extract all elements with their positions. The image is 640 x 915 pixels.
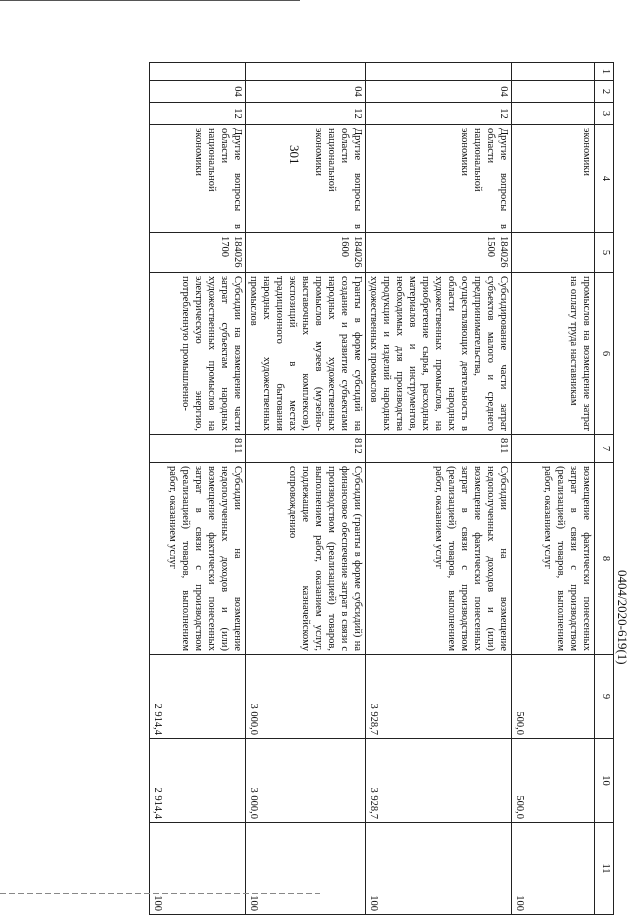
header-cell: 2	[595, 81, 614, 103]
table-row	[246, 63, 366, 915]
cell-percent: 100	[512, 823, 595, 915]
cell-col1	[366, 63, 512, 81]
cell-actual: 3 000,0	[246, 739, 366, 823]
table-row	[150, 63, 246, 915]
cell-section: Другие вопросы в области национальной экономики	[366, 125, 512, 233]
cell-percent: 100	[150, 823, 246, 915]
table-row	[366, 63, 512, 915]
cell-target-code: 184026 1500	[366, 233, 512, 273]
document-code: 0404/2020-619(1)	[615, 570, 630, 665]
cell-expense-name: Субсидии (гранты в форме субсидий) на финансовое обеспечение затрат в связи с производством (реализацией) товаров, выполнением работ, оказанием услуг, подлежащие казначейскому сопровождению	[246, 463, 366, 655]
cell-actual: 500,0	[512, 739, 595, 823]
cell-col2	[512, 81, 595, 103]
cell-expense-type: 811	[366, 435, 512, 463]
cell-expense-type: 812	[246, 435, 366, 463]
header-cell: 1	[595, 63, 614, 81]
cell-expense-type: 811	[150, 435, 246, 463]
header-cell: 5	[595, 233, 614, 273]
cell-section: экономики	[512, 125, 595, 233]
header-cell: 8	[595, 463, 614, 655]
cell-actual: 3 928,7	[366, 739, 512, 823]
cell-col2: 04	[366, 81, 512, 103]
cell-col3: 12	[246, 103, 366, 125]
cell-target-code	[512, 233, 595, 273]
page-number: 301	[287, 145, 302, 165]
cell-section: Другие вопросы в области национальной экономики	[150, 125, 246, 233]
cell-description: Гранты в форме субсидий на создание и развитие субъектами народных художественных промыслов музеев (музейно-выставочных комплексов), экспозиций в местах традиционного бытования народных художественных промыслов	[246, 273, 366, 435]
cell-plan: 3 000,0	[246, 655, 366, 739]
cell-target-code: 184026 1700	[150, 233, 246, 273]
cell-target-code: 184026 1600	[246, 233, 366, 273]
header-cell: 11	[595, 823, 614, 915]
cell-description: промыслов на возмещение затрат на оплату труда наставникам	[512, 273, 595, 435]
cell-col3: 12	[366, 103, 512, 125]
header-row	[595, 63, 614, 915]
header-cell: 3	[595, 103, 614, 125]
cell-percent: 100	[246, 823, 366, 915]
cell-col1	[512, 63, 595, 81]
cell-percent: 100	[366, 823, 512, 915]
rotated-page	[62, 62, 614, 911]
header-cell: 4	[595, 125, 614, 233]
header-cell: 7	[595, 435, 614, 463]
cell-col2: 04	[246, 81, 366, 103]
cell-plan: 500,0	[512, 655, 595, 739]
table-row	[512, 63, 595, 915]
cell-col3: 12	[150, 103, 246, 125]
cell-actual: 2 914,4	[150, 739, 246, 823]
cell-col2: 04	[150, 81, 246, 103]
cell-expense-name: Субсидии на возмещение недополученных доходов и (или) возмещение фактически понесенных затрат в связи с производством (реализацией) товаров, выполнением работ, оказанием услуг	[366, 463, 512, 655]
cell-expense-name: возмещение фактически понесенных затрат в связи с производством (реализацией) товаров, выполнением работ, оказанием услуг	[512, 463, 595, 655]
bottom-scan-edge	[0, 893, 320, 894]
table-container	[62, 62, 614, 911]
cell-plan: 3 928,7	[366, 655, 512, 739]
cell-col3	[512, 103, 595, 125]
cell-expense-name: Субсидии на возмещение недополученных доходов и (или) возмещение фактически понесенных затрат в связи с производством (реализацией) товаров, выполнением работ, оказанием услуг	[150, 463, 246, 655]
cell-col1	[246, 63, 366, 81]
cell-description: Субсидии на возмещение части затрат субъектам народных художественных промыслов на электрическую энергию, потребленную промышленно-	[150, 273, 246, 435]
cell-plan: 2 914,4	[150, 655, 246, 739]
cell-section: Другие вопросы в области национальной экономики	[246, 125, 366, 233]
cell-expense-type	[512, 435, 595, 463]
header-cell: 6	[595, 273, 614, 435]
cell-col1	[150, 63, 246, 81]
cell-description: Субсидирование части затрат субъектов малого и среднего предпринимательства, осуществляющих деятельность в области народных художественных промыслов, на приобретение сырья, расходных материалов и инструментов, необходимых для производства продукции и изделий народных художественных промыслов	[366, 273, 512, 435]
header-cell: 9	[595, 655, 614, 739]
budget-table	[149, 62, 614, 915]
header-cell: 10	[595, 739, 614, 823]
top-rule	[0, 0, 300, 1]
